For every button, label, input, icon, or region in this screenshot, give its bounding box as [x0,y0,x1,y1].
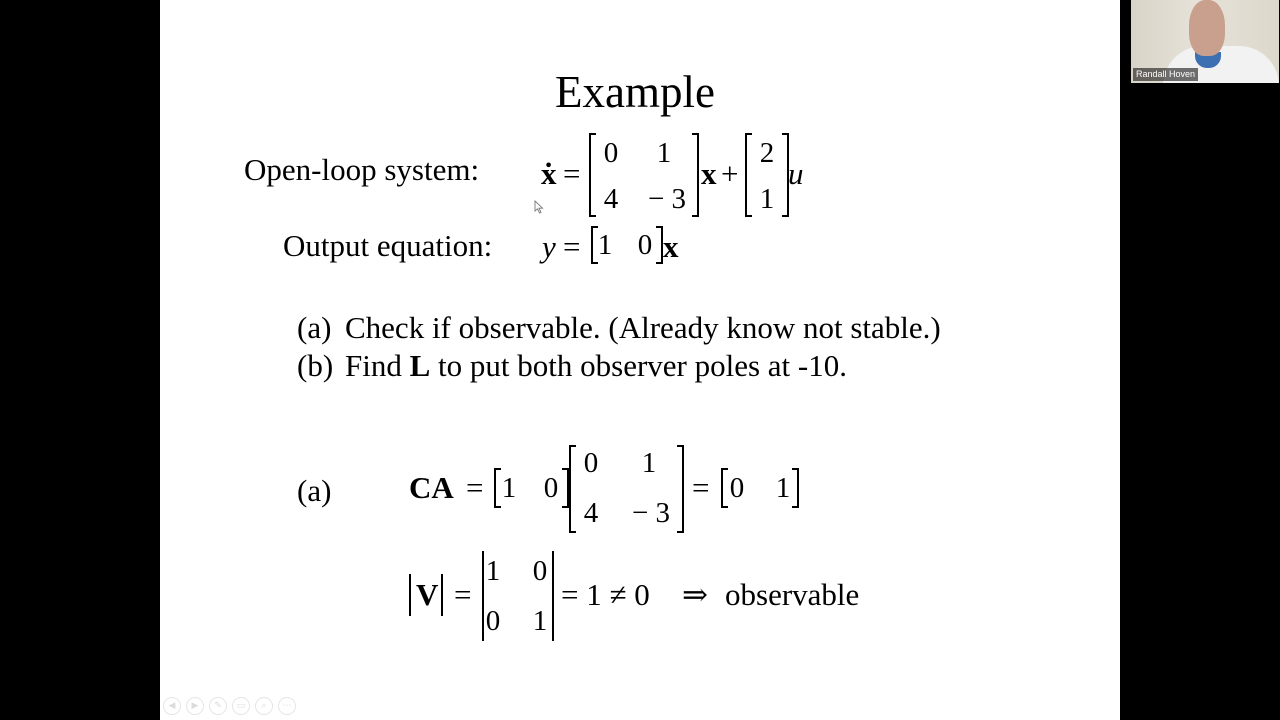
output-symbol: y [542,229,556,264]
bracket-right [792,468,799,508]
question-b-text [345,350,847,381]
slides-icon[interactable]: ▭ [232,697,250,715]
matrix-cell: 1 [597,229,613,261]
equals-sign: = [454,577,472,612]
matrix-cell: − 3 [631,497,671,529]
next-icon[interactable]: ▶ [186,697,204,715]
conclusion-text: observable [725,577,860,612]
matrix-b [745,133,789,217]
matrix-cell: 0 [603,137,619,169]
state-vector: x [663,229,679,264]
implies-arrow: ⇒ [682,577,708,612]
question-b-pre: Find [345,348,402,383]
ca-label: CA [409,470,454,505]
matrix-c [591,226,663,264]
matrix-v [482,551,554,641]
equals-sign: = [563,156,581,191]
matrix-cell: 1 [532,605,548,637]
determinant-bar [441,574,443,616]
participant-head [1189,0,1225,56]
matrix-cell: 0 [729,472,745,504]
matrix-c [494,468,569,508]
matrix-a [589,133,699,217]
matrix-cell: 4 [603,183,619,215]
more-icon[interactable]: ⋯ [278,697,296,715]
pen-icon[interactable]: ✎ [209,697,227,715]
bracket-left [745,133,752,217]
determinant-bar [409,574,411,616]
determinant-bar [552,551,554,641]
matrix-cell: 4 [583,497,599,529]
matrix-cell: 0 [532,555,548,587]
matrix-cell: 1 [485,555,501,587]
matrix-cell: 1 [775,472,791,504]
matrix-result [721,468,799,508]
question-b-post: to put both observer poles at -10. [438,348,847,383]
matrix-cell: − 3 [647,183,687,215]
determinant-v-label [409,574,445,616]
equals-sign: = [563,229,581,264]
bracket-right [692,133,699,217]
matrix-cell: 1 [656,137,672,169]
presentation-slide [160,0,1120,720]
previous-icon[interactable]: ◀ [163,697,181,715]
slideshow-controls [163,697,296,717]
matrix-cell: 1 [641,447,657,479]
equals-sign: = [466,470,484,505]
bracket-right [677,445,684,533]
matrix-cell: 1 [759,183,775,215]
question-b-marker: (b) [297,348,334,383]
slide-title: Example [555,67,715,117]
plus-sign: + [721,156,739,191]
bracket-right [562,468,569,508]
state-vector: x [701,156,717,191]
matrix-cell: 2 [759,137,775,169]
question-b-bold: L [409,348,431,383]
participant-video[interactable] [1131,0,1279,83]
equals-sign: = [692,470,710,505]
matrix-cell: 0 [583,447,599,479]
input-symbol: u [788,156,804,191]
v-label: V [416,577,439,612]
matrix-cell: 1 [501,472,517,504]
solution-a-marker: (a) [297,473,332,508]
question-a-marker: (a) [297,310,332,345]
matrix-cell: 0 [637,229,653,261]
matrix-a [569,445,684,533]
matrix-cell: 0 [543,472,559,504]
output-equation-label: Output equation: [283,228,493,263]
zoom-icon[interactable]: ⌕ [255,697,273,715]
matrix-cell: 0 [485,605,501,637]
state-derivative: ẋ [541,156,557,191]
open-loop-label: Open-loop system: [244,152,480,187]
mouse-cursor-icon [534,200,544,214]
participant-name: Randall Hoven [1133,68,1198,81]
question-a-text: Check if observable. (Already know not stable.) [345,310,941,345]
determinant-result: = 1 ≠ 0 [561,577,650,612]
bracket-left [569,445,576,533]
bracket-left [589,133,596,217]
bracket-right [656,226,663,264]
